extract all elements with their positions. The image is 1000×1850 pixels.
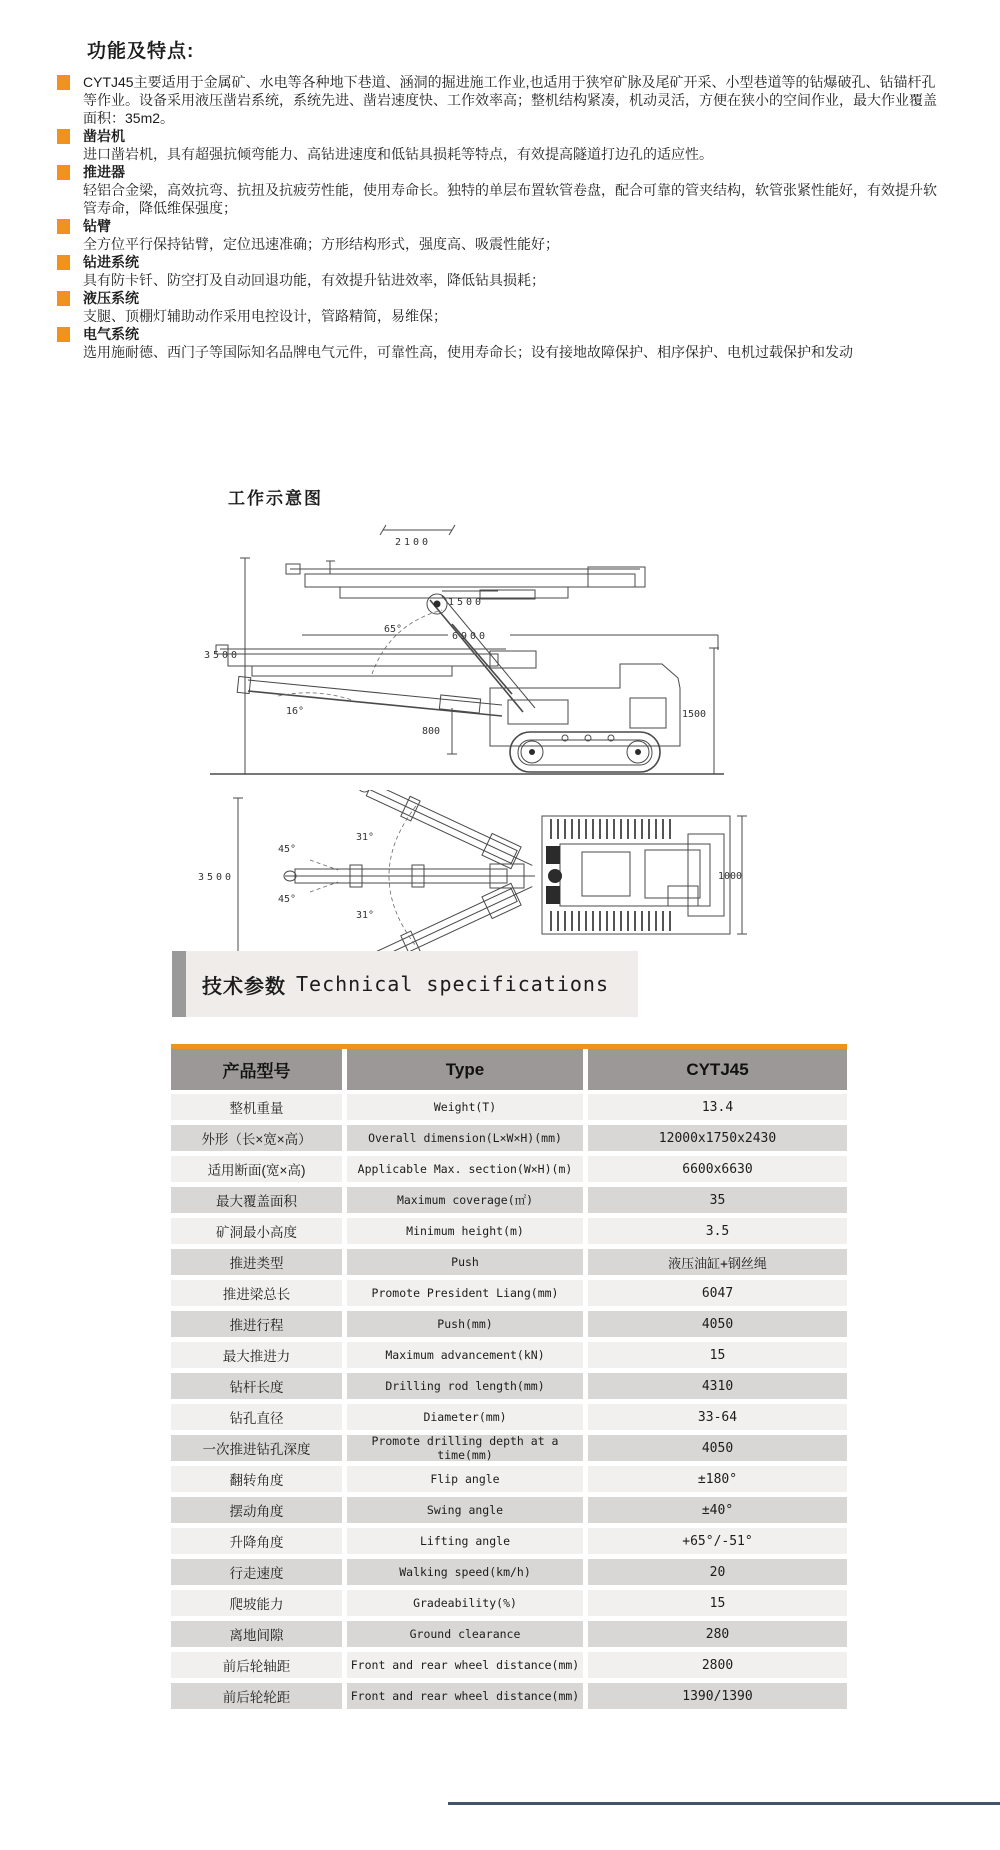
feature-item xyxy=(57,325,947,361)
param-name-zh: 最大覆盖面积 xyxy=(171,1187,342,1213)
table-row xyxy=(171,1125,847,1151)
param-name-en: Promote President Liang(mm) xyxy=(347,1280,583,1306)
param-name-zh: 适用断面(宽×高) xyxy=(171,1156,342,1182)
dim-1500-feed-label: 1500 xyxy=(448,597,485,608)
param-value: 4310 xyxy=(588,1373,847,1399)
param-name-en: Push(mm) xyxy=(347,1311,583,1337)
dim-3500-side-label: 3500 xyxy=(204,650,241,661)
dim-6900-label: 6900 xyxy=(452,631,489,642)
banner-title-en: Technical specifications xyxy=(296,972,609,996)
table-row xyxy=(171,1559,847,1585)
features-section xyxy=(57,36,947,361)
feature-body-text: 全方位平行保持钻臂，定位迅速准确；方形结构形式，强度高、吸震性能好； xyxy=(83,236,559,252)
dim-1000-label: 1000 xyxy=(718,871,743,882)
param-name-zh: 外形（长×宽×高） xyxy=(171,1125,342,1151)
dim-800-label: 800 xyxy=(422,726,441,737)
param-value: 4050 xyxy=(588,1435,847,1461)
header-product-model: 产品型号 xyxy=(171,1049,342,1090)
header-model-value: CYTJ45 xyxy=(588,1049,847,1090)
orange-bullet-icon xyxy=(57,327,70,342)
table-row xyxy=(171,1187,847,1213)
table-row xyxy=(171,1280,847,1306)
param-value: 2800 xyxy=(588,1652,847,1678)
param-name-zh: 钻孔直径 xyxy=(171,1404,342,1430)
param-value: 1390/1390 xyxy=(588,1683,847,1709)
table-row xyxy=(171,1342,847,1368)
features-title: 功能及特点: xyxy=(87,41,195,62)
param-value: 12000x1750x2430 xyxy=(588,1125,847,1151)
specs-table xyxy=(171,1044,847,1714)
table-row xyxy=(171,1094,847,1120)
param-name-en: Weight(T) xyxy=(347,1094,583,1120)
feature-heading: 钻臂 xyxy=(83,218,111,234)
feature-item xyxy=(57,253,947,289)
table-row xyxy=(171,1218,847,1244)
param-name-en: Maximum advancement(kN) xyxy=(347,1342,583,1368)
specs-table-body xyxy=(171,1094,847,1709)
table-row xyxy=(171,1621,847,1647)
diagram-title: 工作示意图 xyxy=(228,489,323,508)
table-row xyxy=(171,1404,847,1430)
angle-45-up-label: 45° xyxy=(278,844,297,855)
feature-item xyxy=(57,289,947,325)
param-name-en: Flip angle xyxy=(347,1466,583,1492)
banner-title-zh: 技术参数 xyxy=(202,975,286,998)
param-value: 15 xyxy=(588,1342,847,1368)
dim-1500-height-label: 1500 xyxy=(682,709,707,720)
param-value: 6600x6630 xyxy=(588,1156,847,1182)
angle-16-label: 16° xyxy=(286,706,305,717)
orange-bullet-icon xyxy=(57,75,70,90)
feature-intro-text: CYTJ45主要适用于金属矿、水电等各种地下巷道、涵洞的掘进施工作业,也适用于狭窄矿脉及尾矿开采、小型巷道等的钻爆破孔、钻锚杆孔等作业。设备采用液压凿岩系统，系统先进、凿岩速度快、工作效率高；整机结构紧凑，机动灵活，方便在狭小的空间作业，最大作业覆盖面积：35m2。 xyxy=(83,74,937,126)
param-value: 280 xyxy=(588,1621,847,1647)
table-row xyxy=(171,1249,847,1275)
param-name-en: Applicable Max. section(W×H)(m) xyxy=(347,1156,583,1182)
param-name-en: Lifting angle xyxy=(347,1528,583,1554)
table-header-row xyxy=(171,1049,847,1090)
param-name-en: Ground clearance xyxy=(347,1621,583,1647)
feature-body-text: 进口凿岩机，具有超强抗倾弯能力、高钻进速度和低钻具损耗等特点，有效提高隧道打边孔的适应性。 xyxy=(83,146,713,162)
param-name-zh: 升降角度 xyxy=(171,1528,342,1554)
feature-heading: 钻进系统 xyxy=(83,254,139,270)
param-value: 20 xyxy=(588,1559,847,1585)
param-name-zh: 行走速度 xyxy=(171,1559,342,1585)
param-value: 33-64 xyxy=(588,1404,847,1430)
angle-31-down-label: 31° xyxy=(356,910,375,921)
feature-item xyxy=(57,217,947,253)
table-row xyxy=(171,1156,847,1182)
dim-3500-top-label: 3500 xyxy=(198,872,235,883)
table-row xyxy=(171,1497,847,1523)
orange-bullet-icon xyxy=(57,255,70,270)
feature-body-text: 具有防卡钎、防空打及自动回退功能，有效提升钻进效率，降低钻具损耗； xyxy=(83,272,545,288)
param-name-en: Swing angle xyxy=(347,1497,583,1523)
param-value: 35 xyxy=(588,1187,847,1213)
table-row xyxy=(171,1590,847,1616)
param-name-zh: 翻转角度 xyxy=(171,1466,342,1492)
feature-heading: 液压系统 xyxy=(83,290,139,306)
param-value: 13.4 xyxy=(588,1094,847,1120)
feature-list xyxy=(57,127,947,361)
param-name-zh: 前后轮轮距 xyxy=(171,1683,342,1709)
param-value: +65°/-51° xyxy=(588,1528,847,1554)
param-name-en: Gradeability(%) xyxy=(347,1590,583,1616)
table-row xyxy=(171,1652,847,1678)
param-name-zh: 推进梁总长 xyxy=(171,1280,342,1306)
param-value: 3.5 xyxy=(588,1218,847,1244)
param-name-zh: 整机重量 xyxy=(171,1094,342,1120)
param-name-zh: 最大推进力 xyxy=(171,1342,342,1368)
param-name-en: Front and rear wheel distance(mm) xyxy=(347,1683,583,1709)
orange-bullet-icon xyxy=(57,129,70,144)
param-name-en: Walking speed(km/h) xyxy=(347,1559,583,1585)
param-name-zh: 推进类型 xyxy=(171,1249,342,1275)
side-view-svg xyxy=(190,512,735,784)
feature-body-text: 选用施耐德、西门子等国际知名品牌电气元件，可靠性高，使用寿命长；设有接地故障保护、相序保护、电机过载保护和发动 xyxy=(83,344,853,360)
feature-item xyxy=(57,127,947,163)
table-row xyxy=(171,1466,847,1492)
table-row xyxy=(171,1435,847,1461)
orange-bullet-icon xyxy=(57,165,70,180)
table-row xyxy=(171,1373,847,1399)
param-value: ±40° xyxy=(588,1497,847,1523)
table-row xyxy=(171,1311,847,1337)
angle-65-label: 65° xyxy=(384,624,403,635)
banner-accent-bar xyxy=(172,951,186,1017)
param-name-en: Minimum height(m) xyxy=(347,1218,583,1244)
param-name-en: Push xyxy=(347,1249,583,1275)
param-value: 4050 xyxy=(588,1311,847,1337)
feature-heading: 凿岩机 xyxy=(83,128,125,144)
param-name-zh: 前后轮轴距 xyxy=(171,1652,342,1678)
param-value: 液压油缸+钢丝绳 xyxy=(588,1249,847,1275)
param-name-zh: 矿洞最小高度 xyxy=(171,1218,342,1244)
feature-body-text: 轻铝合金梁，高效抗弯、抗扭及抗疲劳性能，使用寿命长。独特的单层布置软管卷盘，配合可靠的管夹结构，软管张紧性能好，有效提升软管寿命，降低维保强度； xyxy=(83,182,937,216)
param-name-en: Front and rear wheel distance(mm) xyxy=(347,1652,583,1678)
angle-31-up-label: 31° xyxy=(356,832,375,843)
param-name-en: Diameter(mm) xyxy=(347,1404,583,1430)
param-value: 15 xyxy=(588,1590,847,1616)
param-name-zh: 钻杆长度 xyxy=(171,1373,342,1399)
top-view-drawing xyxy=(190,790,760,967)
param-name-zh: 爬坡能力 xyxy=(171,1590,342,1616)
param-name-en: Drilling rod length(mm) xyxy=(347,1373,583,1399)
feature-heading: 电气系统 xyxy=(83,326,139,342)
feature-intro xyxy=(57,73,947,127)
param-value: 6047 xyxy=(588,1280,847,1306)
param-value: ±180° xyxy=(588,1466,847,1492)
top-view-svg xyxy=(190,790,760,962)
param-name-en: Overall dimension(L×W×H)(mm) xyxy=(347,1125,583,1151)
dim-2100-label: 2100 xyxy=(395,537,432,548)
side-view-drawing xyxy=(190,512,735,789)
param-name-zh: 离地间隙 xyxy=(171,1621,342,1647)
param-name-en: Maximum coverage(㎡) xyxy=(347,1187,583,1213)
param-name-en: Promote drilling depth at a time(mm) xyxy=(347,1435,583,1461)
orange-bullet-icon xyxy=(57,291,70,306)
specs-banner xyxy=(172,951,638,1017)
footer-line xyxy=(448,1802,1000,1805)
feature-body-text: 支腿、顶棚灯辅助动作采用电控设计，管路精简，易维保； xyxy=(83,308,447,324)
angle-45-down-label: 45° xyxy=(278,894,297,905)
param-name-zh: 推进行程 xyxy=(171,1311,342,1337)
feature-item xyxy=(57,163,947,217)
param-name-zh: 摆动角度 xyxy=(171,1497,342,1523)
header-type: Type xyxy=(347,1049,583,1090)
param-name-zh: 一次推进钻孔深度 xyxy=(171,1435,342,1461)
table-row xyxy=(171,1683,847,1709)
feature-heading: 推进器 xyxy=(83,164,125,180)
table-row xyxy=(171,1528,847,1554)
orange-bullet-icon xyxy=(57,219,70,234)
